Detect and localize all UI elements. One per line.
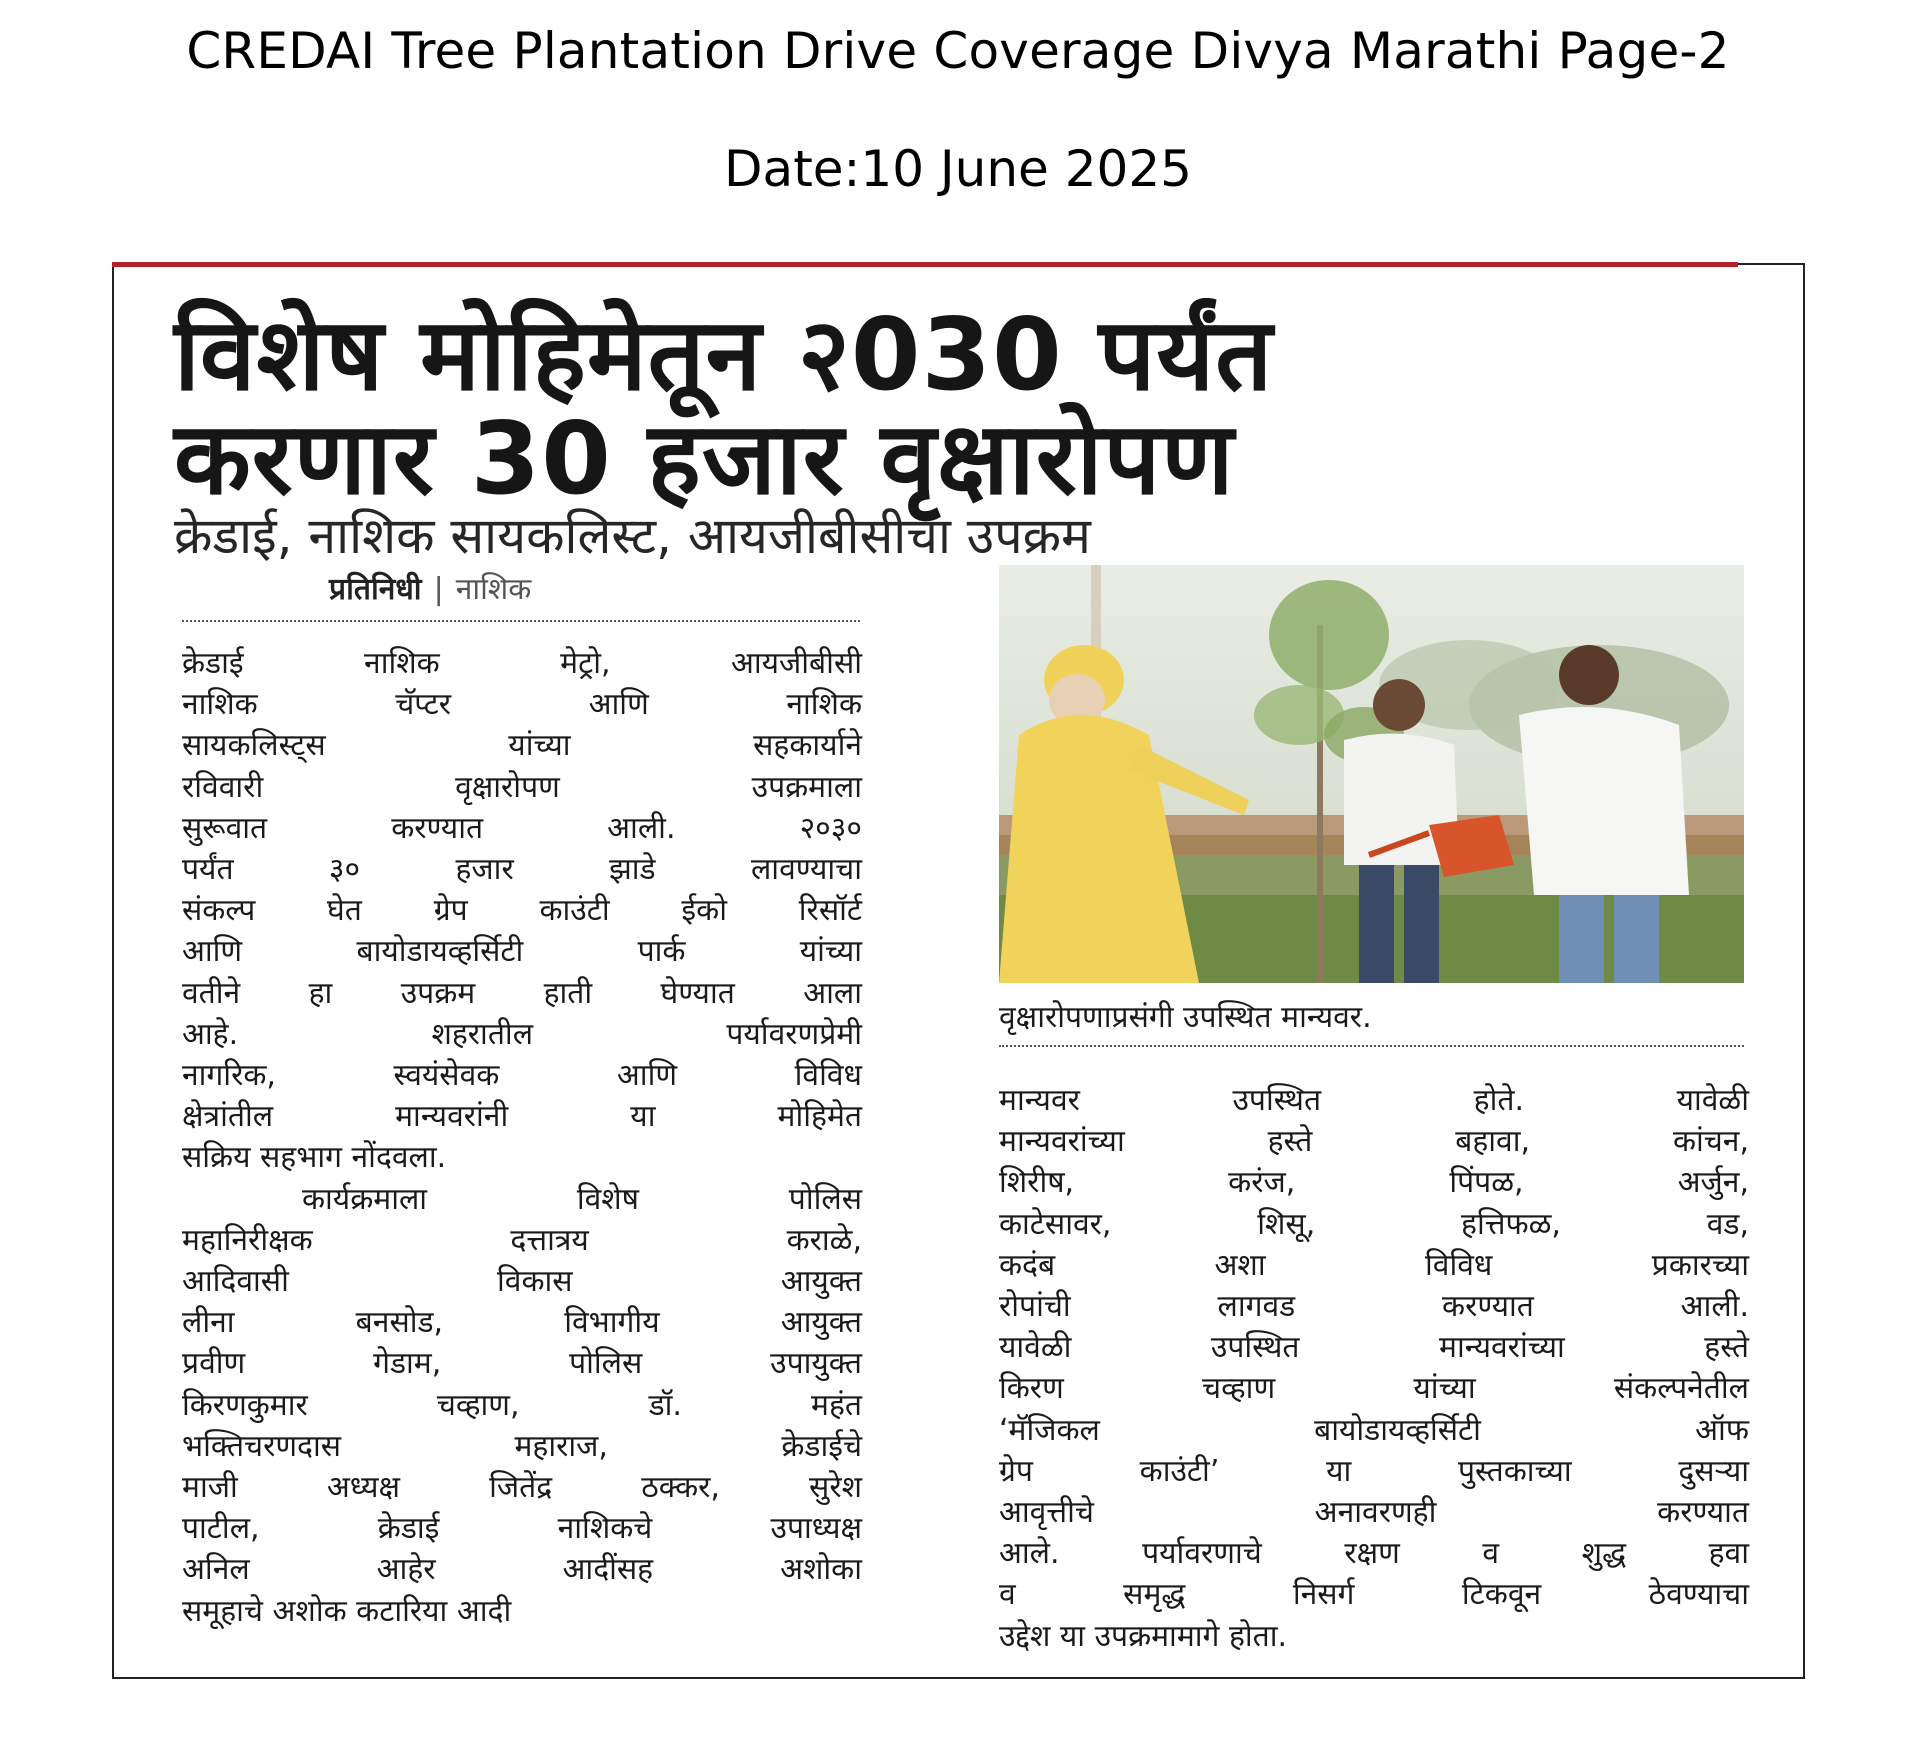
article-text-line: माजी अध्यक्ष जितेंद्र ठक्कर, सुरेश [182, 1470, 862, 1506]
article-text-line: मान्यवर उपस्थित होते. यावेळी [999, 1083, 1749, 1118]
article-text-line: समूहाचे अशोक कटारिया आदी [182, 1593, 512, 1629]
article-text-line: नाशिक चॅप्टर आणि नाशिक [182, 687, 862, 723]
article-text-line: संकल्प घेत ग्रेप काउंटी ईको रिसॉर्ट [182, 893, 862, 929]
article-text-line: महानिरीक्षक दत्तात्रय कराळे, [182, 1222, 862, 1258]
article-text-line: उद्देश या उपक्रमामागे होता. [999, 1618, 1288, 1654]
byline-separator: | [433, 572, 444, 607]
article-text-line: क्रेडाई नाशिक मेट्रो, आयजीबीसी [182, 646, 862, 681]
article-photo [999, 565, 1744, 983]
article-text-line: ‘मॅजिकल बायोडायव्हर्सिटी ऑफ [999, 1412, 1749, 1448]
article-text-line: पर्यंत ३० हजार झाडे लावण्याचा [182, 852, 862, 888]
article-text-line: क्षेत्रांतील मान्यवरांनी या मोहिमेत [182, 1099, 862, 1135]
document-date: Date:10 June 2025 [724, 140, 1192, 198]
headline-line-2: करणार 30 हजार वृक्षारोपण [174, 400, 1235, 517]
article-text-line: किरणकुमार चव्हाण, डॉ. महंत [182, 1387, 862, 1423]
article-text-line: व समृद्ध निसर्ग टिकवून ठेवण्याचा [999, 1577, 1749, 1613]
byline [329, 567, 531, 608]
byline-place: नाशिक [455, 572, 532, 607]
article-text-line: सक्रिय सहभाग नोंदवला. [182, 1140, 447, 1176]
photo-caption: वृक्षारोपणाप्रसंगी उपस्थित मान्यवर. [999, 1000, 1372, 1035]
article-text-line: अनिल आहेर आदींसह अशोका [182, 1552, 862, 1588]
byline-divider [182, 620, 860, 622]
article-text-line: शिरीष, करंज, पिंपळ, अर्जुन, [999, 1165, 1749, 1201]
article-text-line: आदिवासी विकास आयुक्त [182, 1264, 862, 1300]
photo-tree-planting-illustration [999, 565, 1744, 983]
newspaper-clipping [112, 263, 1805, 1679]
article-text-line: आणि बायोडायव्हर्सिटी पार्क यांच्या [182, 934, 862, 970]
article-text-line: आहे. शहरातील पर्यावरणप्रेमी [182, 1016, 862, 1052]
article-text-line: ग्रेप काउंटी’ या पुस्तकाच्या दुसऱ्या [999, 1453, 1749, 1489]
article-text-line: कार्यक्रमाला विशेष पोलिस [302, 1181, 862, 1217]
article-text-line: रविवारी वृक्षारोपण उपक्रमाला [182, 769, 862, 805]
headline-line-1: विशेष मोहिमेतून २030 पर्यंत [174, 296, 1274, 413]
article-text-line: लीना बनसोड, विभागीय आयुक्त [182, 1305, 862, 1341]
article-text-line: मान्यवरांच्या हस्ते बहावा, कांचन, [999, 1124, 1749, 1160]
article-column-2 [999, 1080, 1749, 1657]
accent-bar [112, 262, 1738, 267]
article-text-line: भक्तिचरणदास महाराज, क्रेडाईचे [182, 1428, 862, 1464]
document-title: CREDAI Tree Plantation Drive Coverage Divya Marathi Page-2 [186, 22, 1730, 80]
byline-author: प्रतिनिधी [329, 572, 422, 607]
article-text-line: कदंब अशा विविध प्रकारच्या [999, 1247, 1749, 1283]
article-text-line: किरण चव्हाण यांच्या संकल्पनेतील [999, 1371, 1749, 1407]
article-text-line: यावेळी उपस्थित मान्यवरांच्या हस्ते [999, 1330, 1749, 1366]
subheadline: क्रेडाई, नाशिक सायकलिस्ट, आयजीबीसीचा उपक्रम [174, 507, 1091, 565]
article-text-line: वतीने हा उपक्रम हाती घेण्यात आला [182, 975, 862, 1011]
article-text-line: सायकलिस्ट्स यांच्या सहकार्याने [182, 728, 862, 764]
article-text-line: आले. पर्यावरणाचे रक्षण व शुद्ध हवा [999, 1536, 1749, 1572]
article-text-line: सुरूवात करण्यात आली. २०३० [182, 810, 862, 846]
article-text-line: पाटील, क्रेडाई नाशिकचे उपाध्यक्ष [182, 1511, 862, 1547]
article-text-line: नागरिक, स्वयंसेवक आणि विविध [182, 1058, 862, 1094]
article-text-line: रोपांची लागवड करण्यात आली. [999, 1289, 1749, 1325]
article-text-line: आवृत्तीचे अनावरणही करण्यात [999, 1495, 1749, 1531]
article-text-line: प्रवीण गेडाम, पोलिस उपायुक्त [182, 1346, 862, 1382]
article-text-line: काटेसावर, शिसू, हत्तिफळ, वड, [999, 1206, 1749, 1242]
article-column-1 [182, 643, 862, 1632]
caption-divider [999, 1045, 1744, 1047]
